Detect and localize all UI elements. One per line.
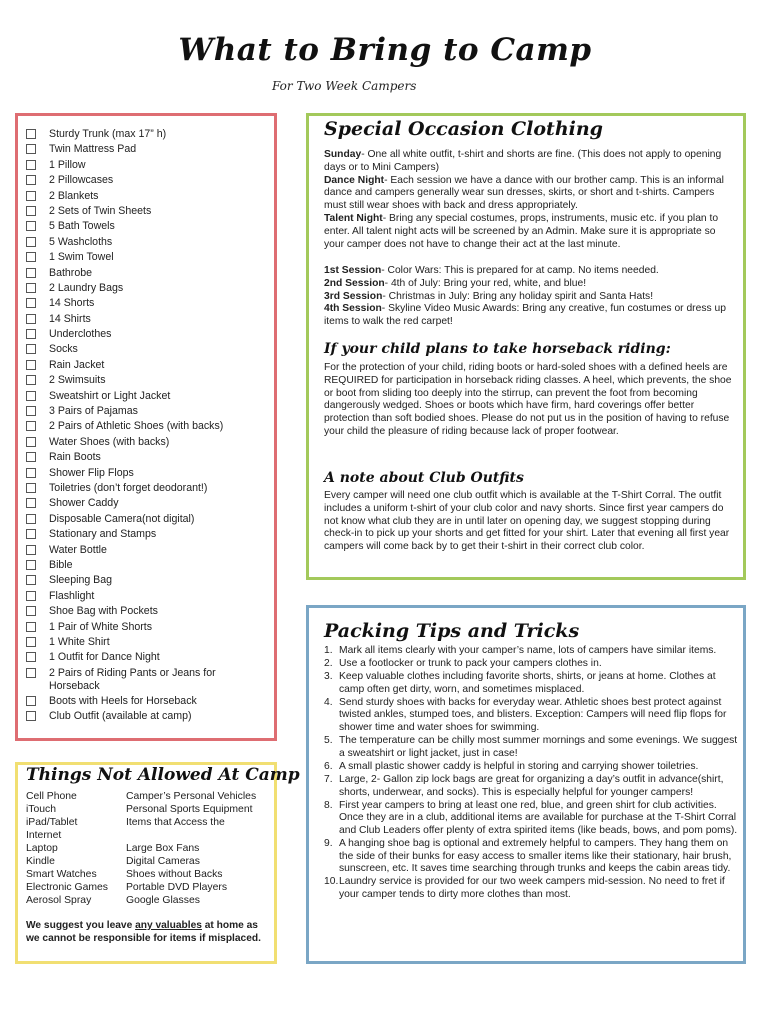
club-heading: A note about Club Outfits [324,470,524,486]
tip-item [324,761,738,774]
checkbox[interactable] [26,129,36,139]
not-allowed-item: Camper’s Personal Vehicles [126,791,257,802]
checklist-item-label: 2 Pillowcases [49,174,114,187]
checkbox[interactable] [26,252,36,262]
tip-item [324,735,738,760]
checklist-item-label: Flashlight [49,589,95,602]
checklist-item-label: 2 Swimsuits [49,374,106,387]
tip-number: 7. [324,773,333,785]
checkbox[interactable] [26,514,36,524]
checkbox[interactable] [26,452,36,462]
checkbox[interactable] [26,268,36,278]
tip-text: Laundry service is provided for our two week campers mid-session. No need to fret if your camper tends to dirty more clothes than most. [339,876,725,900]
checklist-item [24,667,269,693]
checkbox[interactable] [26,421,36,431]
club-text: Every camper will need one club outfit which is available at the T-Shirt Corral. The outfit includes a uniform t-shirt of your club color and navy shorts. Since first year campers do not know what club they are in until later on opening day, we suggest stopping during check-in to pick up your shorts and get fitted for your shirt. Later that evening all first year campers will come back by to get their t-shirt in their correct club color. [324,490,730,553]
session-themes-text [324,265,736,329]
checklist-item-label: 1 Swim Towel [49,251,114,264]
session2-label: 2nd Session [324,277,385,289]
not-allowed-item: Large Box Fans [126,843,200,854]
checklist-item [24,467,269,480]
checkbox[interactable] [26,560,36,570]
checkbox[interactable] [26,545,36,555]
checklist-item-label: 2 Pairs of Athletic Shoes (with backs) [49,420,224,433]
session3-label: 3rd Session [324,290,383,302]
checklist-item [24,359,269,372]
packing-checklist [24,128,269,726]
tip-text: A small plastic shower caddy is helpful in storing and carrying shower toiletries. [339,760,699,772]
checklist-item [24,313,269,326]
not-allowed-item: Internet [26,830,62,841]
checklist-item-label: 2 Laundry Bags [49,281,124,294]
checklist-item [24,282,269,295]
not-allowed-item: Portable DVD Players [126,882,228,893]
tip-text: Keep valuable clothes including favorite shorts, shirts, or jeans at home. Clothes at camp often get dirty, worn, and sometimes misplaced. [339,671,716,695]
not-allowed-item: Smart Watches [26,869,97,880]
checklist-item-label: 2 Blankets [49,189,99,202]
checklist-item-label: Shower Flip Flops [49,466,134,479]
checklist-item [24,328,269,341]
session2-text: - 4th of July: Bring your red, white, and blue! [384,277,587,289]
checklist-item-label: Sleeping Bag [49,574,113,587]
not-allowed-item: Kindle [26,856,55,867]
not-allowed-item: Digital Cameras [126,856,200,867]
checklist-item [24,451,269,464]
page-title: What to Bring to Camp [178,32,592,68]
checkbox[interactable] [26,668,36,678]
tip-number: 9. [324,837,333,849]
checklist-item-label: Bible [49,558,73,571]
tip-item [324,800,738,838]
tip-number: 2. [324,658,333,670]
tip-item [324,876,738,901]
checkbox[interactable] [26,175,36,185]
checkbox[interactable] [26,529,36,539]
checklist-item [24,482,269,495]
checklist-item [24,590,269,603]
checklist-item-label: 1 White Shirt [49,635,110,648]
checklist-item-label: Sweatshirt or Light Jacket [49,389,171,402]
tip-item [324,645,738,658]
checkbox[interactable] [26,606,36,616]
checklist-item [24,436,269,449]
checkbox[interactable] [26,283,36,293]
not-allowed-item: Laptop [26,843,58,854]
not-allowed-item [126,829,256,842]
checklist-item [24,651,269,664]
checkbox[interactable] [26,314,36,324]
checklist-item [24,236,269,249]
horseback-heading: If your child plans to take horseback riding: [324,341,671,357]
not-allowed-item: Personal Sports Equipment [126,804,253,815]
checklist-item [24,159,269,172]
dance-text: - Each session we have a dance with our brother camp. This is an informal dance and campers generally wear sun dresses, skirts, or short and t-shirts. Campers must still wear shoes with back and dress appropriately. [324,174,724,212]
checkbox[interactable] [26,483,36,493]
tip-item [324,697,738,735]
not-allowed-item: Google Glasses [126,895,200,906]
checklist-item-label: Stationary and Stamps [49,528,157,541]
not-allowed-item: Cell Phone [26,791,77,802]
checklist-item [24,559,269,572]
tip-text: Send sturdy shoes with backs for everyday wear. Athletic shoes best protect against twisted ankles, stumped toes, and blisters. Exception: Campers will need flip flops for shower time and water shoes for swimming. [339,696,727,734]
checklist-item-label: Boots with Heels for Horseback [49,695,197,708]
sunday-label: Sunday [324,149,362,160]
checklist-item [24,190,269,203]
page-subtitle: For Two Week Campers [272,79,417,93]
tip-text: A hanging shoe bag is optional and extremely helpful to campers. They hang them on the side of their bunks for easy access to smaller items like their stationary, hair brush, sunscreen, etc. It saves time searching through trunks and keeps the cabin areas tidy. [339,837,732,875]
checklist-item [24,605,269,618]
tip-item [324,671,738,696]
checklist-item [24,636,269,649]
not-allowed-column-1 [26,790,108,907]
checkbox[interactable] [26,221,36,231]
tips-list [324,645,738,902]
checklist-item-label: Club Outfit (available at camp) [49,710,192,723]
checklist-item-label: Rain Jacket [49,358,105,371]
not-allowed-item: Electronic Games [26,882,108,893]
tip-text: The temperature can be chilly most summer mornings and some evenings. We suggest a sweatshirt or light jacket, just in case! [339,735,738,759]
special-occasions-text [324,149,736,251]
checklist-item [24,251,269,264]
checklist-item-label: Water Bottle [49,543,107,556]
checklist-item-label: 5 Bath Towels [49,220,115,233]
checklist-item-label: Sturdy Trunk (max 17” h) [49,128,167,140]
tip-text: Use a footlocker or trunk to pack your campers clothes in. [339,658,602,670]
checkbox[interactable] [26,144,36,154]
not-allowed-column-2 [126,790,256,907]
tip-number: 1. [324,645,333,656]
checklist-item [24,220,269,233]
checkbox[interactable] [26,575,36,585]
checklist-item-label: 3 Pairs of Pajamas [49,405,138,418]
checklist-item-label: Underclothes [49,328,112,341]
checklist-item [24,420,269,433]
session1-label: 1st Session [324,265,382,276]
checklist-item [24,497,269,510]
checklist-item [24,205,269,218]
checklist-item-label: Bathrobe [49,266,92,279]
not-allowed-heading: Things Not Allowed At Camp [26,765,300,785]
checkbox[interactable] [26,237,36,247]
checkbox[interactable] [26,360,36,370]
checkbox[interactable] [26,160,36,170]
checklist-item-label: Shoe Bag with Pockets [49,605,158,618]
checklist-item [24,710,269,723]
tip-number: 5. [324,735,333,747]
checklist-item-label: Rain Boots [49,451,101,464]
checklist-item-label: Toiletries (don’t forget deodorant!) [49,481,208,494]
tip-text: Mark all items clearly with your camper’s name, lots of campers have similar items. [339,645,717,656]
valuables-warning [26,920,274,946]
tip-item [324,774,738,799]
checkbox[interactable] [26,468,36,478]
checklist-item [24,128,269,141]
checklist-item-label: 1 Outfit for Dance Night [49,651,160,664]
not-allowed-item: Aerosol Spray [26,895,92,906]
checkbox[interactable] [26,498,36,508]
not-allowed-item: iPad/Tablet [26,817,78,828]
checklist-item-label: Socks [49,343,78,356]
dance-label: Dance Night [324,174,385,186]
tip-number: 3. [324,671,333,683]
checkbox[interactable] [26,329,36,339]
checkbox[interactable] [26,437,36,447]
checklist-item-label: 1 Pair of White Shorts [49,620,153,633]
checkbox[interactable] [26,696,36,706]
tip-text: First year campers to bring at least one red, blue, and green shirt for club activities. Once they are in a club, additional items are available for purchase at the T-Shirt Corral and Club Leaders offer plenty of extra spirited items (like beads, bows, and pom poms). [339,799,738,836]
checklist-item [24,267,269,280]
checklist-item [24,621,269,634]
warning-text-end: at home as we cannot be responsible for items if misplaced. [26,920,261,944]
checklist-item-label: 1 Pillow [49,158,86,171]
checklist-item-label: Water Shoes (with backs) [49,435,170,448]
session1-text: - Color Wars: This is prepared for at camp. No items needed. [381,265,659,276]
checklist-item [24,574,269,587]
checkbox[interactable] [26,406,36,416]
checkbox[interactable] [26,191,36,201]
checklist-item-label: Shower Caddy [49,497,119,510]
session4-text: - Skyline Video Music Awards: Bring any creative, fun costumes or dress up items to walk the red carpet! [324,303,726,328]
checklist-item [24,390,269,403]
checklist-item [24,374,269,387]
not-allowed-item: iTouch [26,804,57,815]
checkbox[interactable] [26,652,36,662]
checklist-item-label: Disposable Camera(not digital) [49,512,195,525]
checklist-item [24,297,269,310]
tip-number: 8. [324,799,333,811]
checklist-item-label: Twin Mattress Pad [49,143,137,156]
checklist-item [24,174,269,187]
checkbox[interactable] [26,711,36,721]
checkbox[interactable] [26,206,36,216]
talent-text: - Bring any special costumes, props, instruments, music etc. if you plan to enter. All talent night acts will be screened by an Admin. Make sure it is appropriate so your camper does not have to change their act at the last minute. [324,212,719,250]
checklist-item [24,405,269,418]
sunday-text: - One all white outfit, t-shirt and shorts are fine. (This does not apply to opening days or to Mini Campers) [324,149,722,173]
tip-item [324,838,738,876]
checklist-item [24,544,269,557]
checkbox[interactable] [26,637,36,647]
session3-text: - Christmas in July: Bring any holiday spirit and Santa Hats! [382,290,654,302]
checklist-item-label: 14 Shirts [49,312,91,325]
tips-heading: Packing Tips and Tricks [324,620,580,642]
checklist-item [24,695,269,708]
warning-text-underlined: any valuables [135,920,202,931]
warning-text-start: We suggest you leave [26,920,136,931]
checkbox[interactable] [26,375,36,385]
checklist-item-label: 2 Sets of Twin Sheets [49,204,152,217]
tip-text: Large, 2- Gallon zip lock bags are great for organizing a day’s outfit in advance(shirt, shorts, underwear, and socks). This is especially helpful for younger campers! [339,773,724,798]
checkbox[interactable] [26,591,36,601]
horseback-text: For the protection of your child, riding boots or hard-soled shoes with a defined heels are REQUIRED for participation in horseback riding classes. A heel, which prevents, the shoe or boot from sliding too deeply into the stirrup, can prevent the foot from becoming dangerously wedged. Shoes or boots which have firm, hard coverings offer better protection than soft bodied shoes. Please do not put us in the position of having to refuse your child the pleasure of riding because lack of proper footwear. [324,362,732,437]
checklist-item [24,143,269,156]
checklist-item-label: 14 Shorts [49,297,95,310]
checkbox[interactable] [26,622,36,632]
tip-number: 10. [324,876,339,888]
tip-number: 6. [324,760,333,772]
checkbox[interactable] [26,391,36,401]
tip-item [324,658,738,671]
checklist-item-label: 5 Washcloths [49,235,113,248]
session4-label: 4th Session [324,303,382,315]
checkbox[interactable] [26,298,36,308]
checklist-item [24,513,269,526]
talent-label: Talent Night [324,212,383,224]
not-allowed-item: Shoes without Backs [126,869,223,880]
checklist-item-label: 2 Pairs of Riding Pants or Jeans for Horseback [49,666,216,692]
checklist-item [24,528,269,541]
special-heading: Special Occasion Clothing [324,118,603,140]
tip-number: 4. [324,696,333,708]
not-allowed-item: Items that Access the [126,817,225,828]
checklist-item [24,343,269,356]
checkbox[interactable] [26,344,36,354]
